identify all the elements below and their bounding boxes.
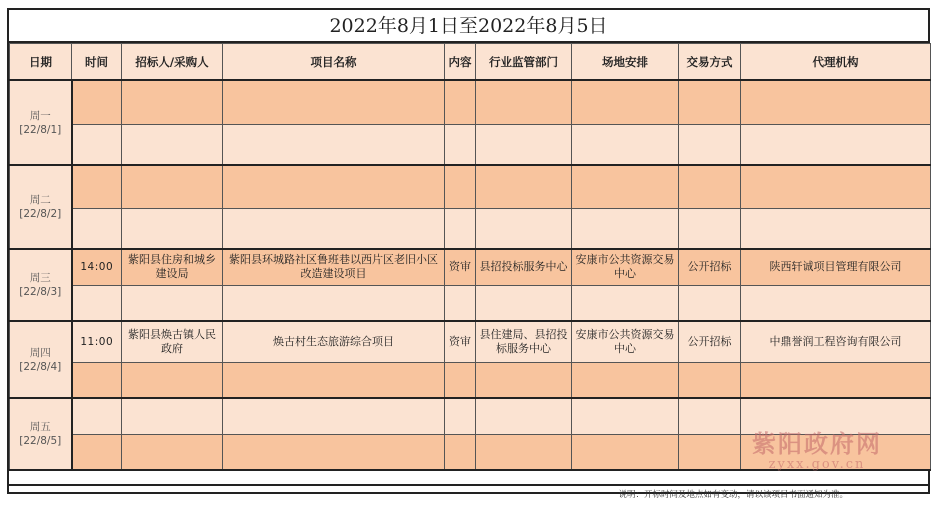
col-header-time: 时间 <box>72 44 122 81</box>
entry-method: 公开招标 <box>679 321 741 362</box>
day-cell-fri <box>10 398 72 470</box>
entry-content: 资审 <box>445 321 476 362</box>
entry-project: 紫阳县环城路社区鲁班巷以西片区老旧小区改造建设项目 <box>223 249 445 285</box>
day-cell-thu <box>10 321 72 398</box>
entry-method: 公开招标 <box>679 249 741 285</box>
col-header-date: 日期 <box>10 44 72 81</box>
entry-venue: 安康市公共资源交易中心 <box>572 321 679 362</box>
header-row <box>10 44 931 81</box>
table-row <box>10 285 931 321</box>
date-label: [22/8/3] <box>19 286 62 298</box>
entry-time: 11:00 <box>72 321 122 362</box>
entry-agency: 中鼎誉润工程咨询有限公司 <box>741 321 931 362</box>
table-row <box>10 362 931 398</box>
day-cell-tue <box>10 165 72 249</box>
table-row <box>10 249 931 285</box>
footer-bar <box>9 484 928 502</box>
col-header-method: 交易方式 <box>679 44 741 81</box>
date-label: [22/8/4] <box>19 360 62 373</box>
entry-dept: 县招投标服务中心 <box>476 249 572 285</box>
col-header-content: 内容 <box>445 44 476 81</box>
table-row <box>10 124 931 165</box>
table-row <box>10 80 931 124</box>
col-header-agency: 代理机构 <box>741 44 931 81</box>
schedule-table <box>9 43 931 471</box>
day-cell-mon <box>10 80 72 165</box>
col-header-venue: 场地安排 <box>572 44 679 81</box>
weekday-label: 周四 <box>29 346 51 359</box>
schedule-frame <box>7 8 930 500</box>
entry-time: 14:00 <box>72 249 122 285</box>
footer-note: 说明：开标时间及地点如有变动，请以该项目书面通知为准。 <box>618 490 848 500</box>
watermark-title: 紫阳政府网 <box>752 429 882 458</box>
col-header-dept: 行业监管部门 <box>476 44 572 81</box>
entry-content: 资审 <box>445 249 476 285</box>
watermark-url: zyxx.gov.cn <box>768 457 866 472</box>
entry-buyer: 紫阳县焕古镇人民政府 <box>122 321 223 362</box>
date-label: [22/8/5] <box>19 435 62 447</box>
entry-dept: 县住建局、县招投标服务中心 <box>476 321 572 362</box>
entry-buyer: 紫阳县住房和城乡建设局 <box>122 249 223 285</box>
entry-venue: 安康市公共资源交易中心 <box>572 249 679 285</box>
table-row <box>10 165 931 208</box>
col-header-buyer: 招标人/采购人 <box>122 44 223 81</box>
entry-project: 焕古村生态旅游综合项目 <box>223 321 445 362</box>
weekday-label: 周五 <box>29 421 51 433</box>
page-title: 2022年8月1日至2022年8月5日 <box>9 10 928 43</box>
table-row <box>10 208 931 249</box>
entry-agency: 陕西轩诚项目管理有限公司 <box>741 249 931 285</box>
date-label: [22/8/1] <box>19 123 62 136</box>
weekday-label: 周二 <box>29 194 51 206</box>
weekday-label: 周一 <box>29 109 51 122</box>
table-row <box>10 321 931 362</box>
date-label: [22/8/2] <box>19 208 62 220</box>
col-header-project: 项目名称 <box>223 44 445 81</box>
weekday-label: 周三 <box>29 272 51 284</box>
site-watermark <box>737 424 897 472</box>
day-cell-wed <box>10 249 72 321</box>
